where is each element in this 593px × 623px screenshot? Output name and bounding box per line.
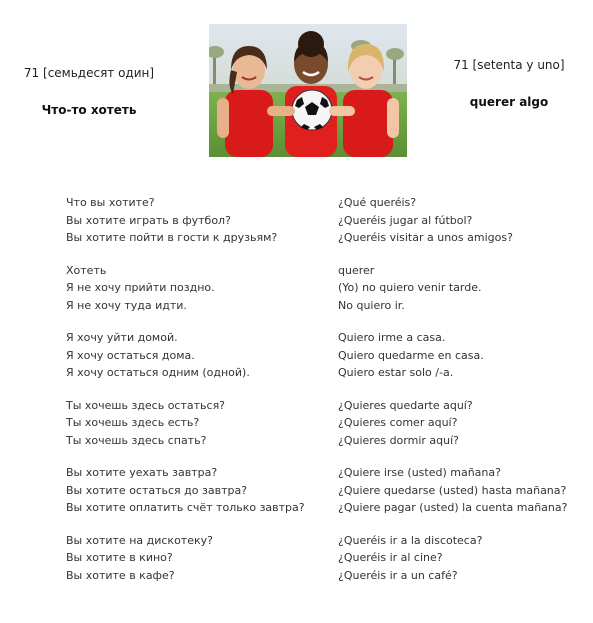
phrase-russian: Ты хочешь здесь есть? xyxy=(66,416,200,429)
phrase-spanish: ¿Queréis ir a un café? xyxy=(338,568,458,582)
phrase-spanish: ¿Quieres quedarte aquí? xyxy=(338,398,473,412)
phrase-group xyxy=(66,194,576,247)
phrase-russian: Ты хочешь здесь остаться? xyxy=(66,398,226,412)
phrase-russian: Вы хотите в кино? xyxy=(66,551,173,564)
phrase-spanish: ¿Queréis ir a la discoteca? xyxy=(338,533,483,547)
phrase-russian: Я не хочу туда идти. xyxy=(66,298,187,312)
phrase-spanish: ¿Queréis visitar a unos amigos? xyxy=(338,231,513,244)
phrase-spanish: ¿Quieres comer aquí? xyxy=(338,416,458,429)
lesson-header-spanish xyxy=(450,58,568,109)
phrase-russian: Вы хотите играть в футбол? xyxy=(66,213,231,227)
phrase-row xyxy=(66,532,576,550)
lesson-header-russian xyxy=(0,66,178,117)
phrase-russian: Я хочу остаться дома. xyxy=(66,348,195,362)
phrase-group xyxy=(66,397,576,450)
phrase-row xyxy=(66,464,576,482)
phrase-row xyxy=(66,567,576,585)
phrase-spanish: querer xyxy=(338,263,375,277)
phrase-russian: Хотеть xyxy=(66,263,107,277)
phrase-list xyxy=(66,194,576,599)
lesson-title-russian: Что-то хотеть xyxy=(41,103,137,117)
phrase-row xyxy=(66,414,576,432)
phrase-row xyxy=(66,549,576,567)
phrase-russian: Вы хотите оплатить счёт только завтра? xyxy=(66,501,305,514)
phrase-russian: Вы хотите остаться до завтра? xyxy=(66,483,248,497)
phrase-russian: Я хочу уйти домой. xyxy=(66,331,178,344)
phrase-row xyxy=(66,499,576,517)
lesson-number-spanish: 71 [setenta y uno] xyxy=(453,58,565,72)
phrase-russian: Я не хочу прийти поздно. xyxy=(66,281,215,294)
phrase-spanish: Quiero quedarme en casa. xyxy=(338,348,484,362)
phrase-russian: Вы хотите пойти в гости к друзьям? xyxy=(66,231,278,244)
kids-soccer-photo xyxy=(209,24,407,157)
phrase-spanish: Quiero estar solo /-a. xyxy=(338,366,454,379)
phrase-group xyxy=(66,464,576,517)
lesson-number-russian: 71 [семьдесят один] xyxy=(23,66,155,80)
phrase-group xyxy=(66,262,576,315)
phrase-group xyxy=(66,532,576,585)
phrase-russian: Вы хотите в кафе? xyxy=(66,568,175,582)
phrase-spanish: (Yo) no quiero venir tarde. xyxy=(338,281,482,294)
phrase-row xyxy=(66,432,576,450)
phrase-spanish: ¿Qué queréis? xyxy=(338,196,417,209)
phrase-russian: Вы хотите на дискотеку? xyxy=(66,533,213,547)
phrase-row xyxy=(66,262,576,280)
phrase-spanish: ¿Quiere quedarse (usted) hasta mañana? xyxy=(338,483,567,497)
phrase-russian: Я хочу остаться одним (одной). xyxy=(66,366,250,379)
phrase-spanish: ¿Queréis ir al cine? xyxy=(338,551,443,564)
phrase-row xyxy=(66,329,576,347)
phrase-spanish: ¿Queréis jugar al fútbol? xyxy=(338,213,473,227)
phrase-row xyxy=(66,229,576,247)
phrase-row xyxy=(66,397,576,415)
phrase-row xyxy=(66,212,576,230)
phrase-row xyxy=(66,347,576,365)
phrase-spanish: ¿Quiere pagar (usted) la cuenta mañana? xyxy=(338,501,568,514)
phrase-row xyxy=(66,297,576,315)
phrase-spanish: Quiero irme a casa. xyxy=(338,331,446,344)
phrase-russian: Ты хочешь здесь спать? xyxy=(66,433,207,447)
phrase-row xyxy=(66,279,576,297)
phrase-row xyxy=(66,194,576,212)
phrase-russian: Что вы хотите? xyxy=(66,196,155,209)
phrase-row xyxy=(66,364,576,382)
phrase-spanish: ¿Quieres dormir aquí? xyxy=(338,433,459,447)
phrase-row xyxy=(66,482,576,500)
phrase-spanish: No quiero ir. xyxy=(338,298,405,312)
phrase-russian: Вы хотите уехать завтра? xyxy=(66,466,218,479)
lesson-title-spanish: querer algo xyxy=(469,95,549,109)
phrase-group xyxy=(66,329,576,382)
phrase-spanish: ¿Quiere irse (usted) mañana? xyxy=(338,466,501,479)
